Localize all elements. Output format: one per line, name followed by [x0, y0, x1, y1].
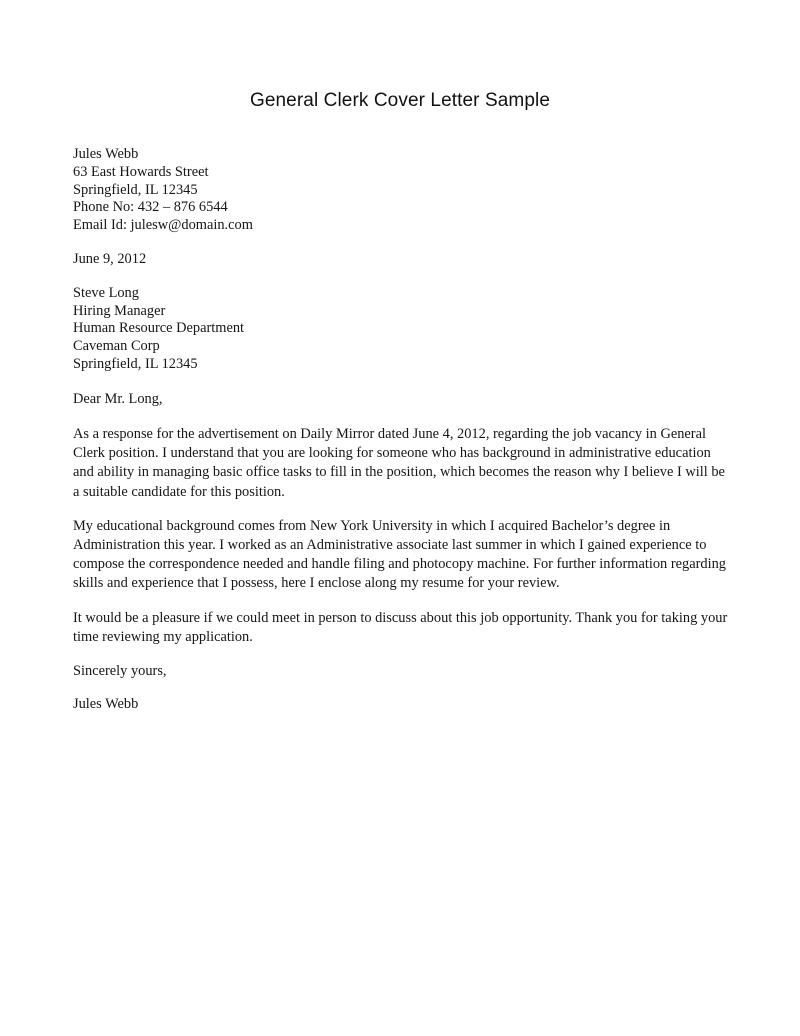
- recipient-address-block: [73, 285, 729, 374]
- spacer-after-paragraph-2: [73, 594, 729, 609]
- spacer-after-salutation: [73, 409, 729, 425]
- sender-email: Email Id: julesw@domain.com: [73, 217, 253, 234]
- recipient-name: Steve Long: [73, 284, 139, 301]
- spacer-before-signature: [73, 681, 729, 695]
- recipient-company: Caveman Corp: [73, 338, 160, 355]
- closing: [73, 662, 729, 681]
- sender-address-block: [73, 146, 729, 235]
- letter-body: [73, 146, 729, 714]
- body-paragraph-3: It would be a pleasure if we could meet in person to discuss about this job opportunity. Thank you for taking your time reviewing my application.: [73, 609, 728, 645]
- spacer-after-sender: [73, 235, 729, 251]
- signature: [73, 695, 729, 714]
- body-paragraph-1: As a response for the advertisement on Daily Mirror dated June 4, 2012, regarding the job vacancy in General Clerk position. I understand that you are looking for someone who has background in administrative education and ability in managing basic office tasks to fill in the position, which becomes the reason why I believe I will be a suitable candidate for this position.: [73, 425, 725, 500]
- recipient-city-state-zip: Springfield, IL 12345: [73, 355, 198, 372]
- page-title: General Clerk Cover Letter Sample: [249, 90, 551, 111]
- salutation: [73, 390, 729, 409]
- letter-date: [73, 251, 729, 269]
- recipient-department: Human Resource Department: [73, 320, 245, 337]
- recipient-job-title: Hiring Manager: [73, 302, 166, 319]
- body-paragraph-2: My educational background comes from New York University in which I acquired Bachelor’s degree in Administration this year. I worked as an Administrative associate last summer in which I gained experience to compose the correspondence needed and handle filing and photocopy machine. For further information regarding skills and experience that I possess, here I enclose along my resume for your review.: [73, 517, 726, 592]
- spacer-after-recipient: [73, 374, 729, 390]
- spacer-after-date: [73, 269, 729, 285]
- spacer-after-paragraph-1: [73, 502, 729, 517]
- sender-city-state-zip: Springfield, IL 12345: [73, 181, 198, 198]
- closing-text: Sincerely yours,: [73, 663, 167, 679]
- salutation-text: Dear Mr. Long,: [73, 390, 163, 407]
- sender-name: Jules Webb: [73, 146, 139, 162]
- signature-name: Jules Webb: [73, 696, 139, 713]
- sender-phone: Phone No: 432 – 876 6544: [73, 199, 228, 216]
- spacer-before-closing: [73, 647, 729, 662]
- sender-street: 63 East Howards Street: [73, 163, 209, 180]
- date-text: June 9, 2012: [73, 250, 147, 267]
